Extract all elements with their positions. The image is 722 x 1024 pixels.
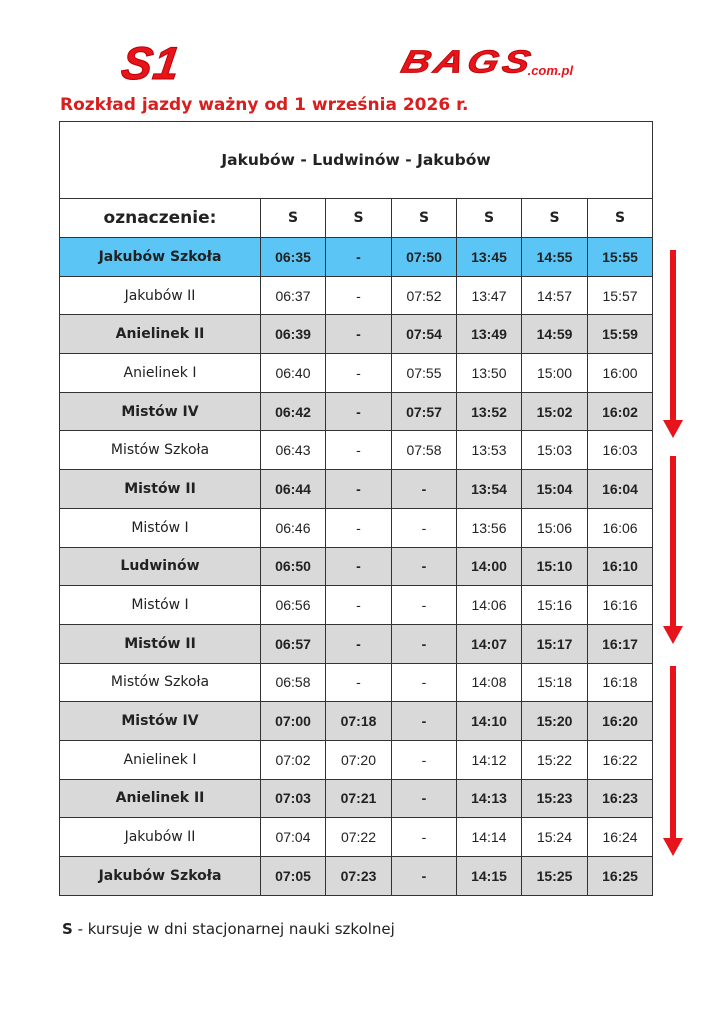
departure-time: 13:49 <box>457 315 522 354</box>
departure-time: 06:46 <box>261 508 326 547</box>
timetable-row <box>60 740 653 779</box>
departure-time: 07:55 <box>392 354 457 393</box>
departure-time: 06:56 <box>261 586 326 625</box>
validity-date: Rozkład jazdy ważny od 1 września 2026 r. <box>60 95 469 115</box>
departure-time: 14:59 <box>522 315 588 354</box>
departure-time: 15:23 <box>522 779 588 818</box>
departure-time: 07:05 <box>261 857 326 896</box>
stop-name: Jakubów II <box>60 276 261 315</box>
departure-time: - <box>326 315 392 354</box>
route-code: S1 <box>118 37 184 89</box>
timetable-row <box>60 586 653 625</box>
departure-time: 16:16 <box>588 586 653 625</box>
brand-name: BAGS <box>397 44 539 80</box>
stop-name: Jakubów Szkoła <box>60 238 261 277</box>
departure-time: 07:21 <box>326 779 392 818</box>
timetable-row <box>60 431 653 470</box>
brand-domain: .com.pl <box>527 63 574 78</box>
timetable <box>59 121 653 896</box>
timetable-title: Jakubów - Ludwinów - Jakubów <box>60 122 653 199</box>
departure-time: 16:00 <box>588 354 653 393</box>
departure-time: 13:45 <box>457 238 522 277</box>
departure-time: - <box>326 276 392 315</box>
departure-time: 06:42 <box>261 392 326 431</box>
departure-time: 16:18 <box>588 663 653 702</box>
departure-time: 06:40 <box>261 354 326 393</box>
stop-name: Anielinek I <box>60 740 261 779</box>
departure-time: - <box>392 470 457 509</box>
departure-time: - <box>326 586 392 625</box>
departure-time: 16:22 <box>588 740 653 779</box>
departure-time: - <box>326 354 392 393</box>
timetable-row <box>60 547 653 586</box>
departure-time: 15:55 <box>588 238 653 277</box>
departure-time: 16:06 <box>588 508 653 547</box>
direction-arrow-icon <box>663 666 683 856</box>
departure-time: - <box>392 624 457 663</box>
departure-time: 15:06 <box>522 508 588 547</box>
footnote <box>62 920 395 938</box>
departure-time: - <box>326 624 392 663</box>
departure-time: 16:17 <box>588 624 653 663</box>
departure-time: 14:15 <box>457 857 522 896</box>
course-code: S <box>457 199 522 238</box>
departure-time: 14:10 <box>457 702 522 741</box>
departure-time: 13:53 <box>457 431 522 470</box>
departure-time: 07:02 <box>261 740 326 779</box>
course-code: S <box>588 199 653 238</box>
departure-time: - <box>392 508 457 547</box>
timetable-row <box>60 470 653 509</box>
departure-time: 15:22 <box>522 740 588 779</box>
departure-time: 06:39 <box>261 315 326 354</box>
departure-time: 15:24 <box>522 818 588 857</box>
stop-name: Mistów Szkoła <box>60 431 261 470</box>
footnote-code: S <box>62 920 73 938</box>
departure-time: 13:47 <box>457 276 522 315</box>
stop-name: Mistów II <box>60 624 261 663</box>
departure-time: - <box>392 818 457 857</box>
stop-name: Mistów IV <box>60 702 261 741</box>
timetable-row <box>60 354 653 393</box>
departure-time: 06:57 <box>261 624 326 663</box>
departure-time: - <box>326 547 392 586</box>
departure-time: 16:04 <box>588 470 653 509</box>
timetable-row <box>60 508 653 547</box>
departure-time: 14:14 <box>457 818 522 857</box>
departure-time: - <box>392 586 457 625</box>
departure-time: 15:25 <box>522 857 588 896</box>
departure-time: 16:24 <box>588 818 653 857</box>
timetable-body <box>60 122 653 896</box>
timetable-row <box>60 315 653 354</box>
timetable-row <box>60 276 653 315</box>
departure-time: 14:13 <box>457 779 522 818</box>
departure-time: 13:50 <box>457 354 522 393</box>
timetable-row <box>60 702 653 741</box>
departure-time: 14:07 <box>457 624 522 663</box>
departure-time: 07:03 <box>261 779 326 818</box>
timetable-row <box>60 857 653 896</box>
departure-time: 15:10 <box>522 547 588 586</box>
departure-time: 13:56 <box>457 508 522 547</box>
departure-time: 16:02 <box>588 392 653 431</box>
departure-time: - <box>392 547 457 586</box>
departure-time: 14:00 <box>457 547 522 586</box>
departure-time: 14:57 <box>522 276 588 315</box>
departure-time: 16:20 <box>588 702 653 741</box>
departure-time: 15:59 <box>588 315 653 354</box>
stop-name: Mistów IV <box>60 392 261 431</box>
departure-time: 14:08 <box>457 663 522 702</box>
departure-time: 06:37 <box>261 276 326 315</box>
departure-time: - <box>326 470 392 509</box>
departure-time: 15:04 <box>522 470 588 509</box>
departure-time: - <box>326 238 392 277</box>
departure-time: - <box>392 740 457 779</box>
departure-time: 14:55 <box>522 238 588 277</box>
timetable-row <box>60 238 653 277</box>
departure-time: - <box>326 663 392 702</box>
stop-name: Anielinek II <box>60 315 261 354</box>
departure-time: 07:22 <box>326 818 392 857</box>
stop-name: Anielinek II <box>60 779 261 818</box>
departure-time: 07:18 <box>326 702 392 741</box>
departure-time: 14:12 <box>457 740 522 779</box>
departure-time: 06:58 <box>261 663 326 702</box>
departure-time: 07:23 <box>326 857 392 896</box>
departure-time: - <box>392 663 457 702</box>
departure-time: 07:04 <box>261 818 326 857</box>
timetable-row <box>60 624 653 663</box>
timetable-row <box>60 663 653 702</box>
departure-time: 15:20 <box>522 702 588 741</box>
departure-time: 15:02 <box>522 392 588 431</box>
marking-label: oznaczenie: <box>60 199 261 238</box>
brand-logo <box>397 40 574 85</box>
departure-time: - <box>392 702 457 741</box>
course-code: S <box>522 199 588 238</box>
departure-time: 13:54 <box>457 470 522 509</box>
course-code: S <box>261 199 326 238</box>
stop-name: Jakubów Szkoła <box>60 857 261 896</box>
course-code: S <box>326 199 392 238</box>
departure-time: - <box>326 431 392 470</box>
course-code: S <box>392 199 457 238</box>
timetable-row <box>60 392 653 431</box>
stop-name: Anielinek I <box>60 354 261 393</box>
departure-time: - <box>326 508 392 547</box>
departure-time: - <box>326 392 392 431</box>
stop-name: Mistów II <box>60 470 261 509</box>
departure-time: 07:50 <box>392 238 457 277</box>
stop-name: Mistów I <box>60 586 261 625</box>
departure-time: 15:57 <box>588 276 653 315</box>
departure-time: 06:50 <box>261 547 326 586</box>
departure-time: 16:25 <box>588 857 653 896</box>
departure-time: 15:16 <box>522 586 588 625</box>
marking-row <box>60 199 653 238</box>
departure-time: 16:23 <box>588 779 653 818</box>
direction-arrow-icon <box>663 250 683 438</box>
departure-time: 07:57 <box>392 392 457 431</box>
departure-time: 15:00 <box>522 354 588 393</box>
stop-name: Ludwinów <box>60 547 261 586</box>
departure-time: 07:00 <box>261 702 326 741</box>
departure-time: 15:03 <box>522 431 588 470</box>
departure-time: 16:03 <box>588 431 653 470</box>
departure-time: - <box>392 779 457 818</box>
departure-time: 06:35 <box>261 238 326 277</box>
departure-time: 15:17 <box>522 624 588 663</box>
stop-name: Mistów Szkoła <box>60 663 261 702</box>
departure-time: 06:43 <box>261 431 326 470</box>
departure-time: 06:44 <box>261 470 326 509</box>
departure-time: 07:52 <box>392 276 457 315</box>
title-row <box>60 122 653 199</box>
departure-time: 07:58 <box>392 431 457 470</box>
departure-time: 14:06 <box>457 586 522 625</box>
stop-name: Jakubów II <box>60 818 261 857</box>
departure-time: - <box>392 857 457 896</box>
timetable-row <box>60 818 653 857</box>
departure-time: 13:52 <box>457 392 522 431</box>
footnote-text: - kursuje w dni stacjonarnej nauki szkolnej <box>72 920 395 938</box>
departure-time: 07:20 <box>326 740 392 779</box>
departure-time: 15:18 <box>522 663 588 702</box>
departure-time: 07:54 <box>392 315 457 354</box>
timetable-row <box>60 779 653 818</box>
stop-name: Mistów I <box>60 508 261 547</box>
departure-time: 16:10 <box>588 547 653 586</box>
direction-arrow-icon <box>663 456 683 644</box>
